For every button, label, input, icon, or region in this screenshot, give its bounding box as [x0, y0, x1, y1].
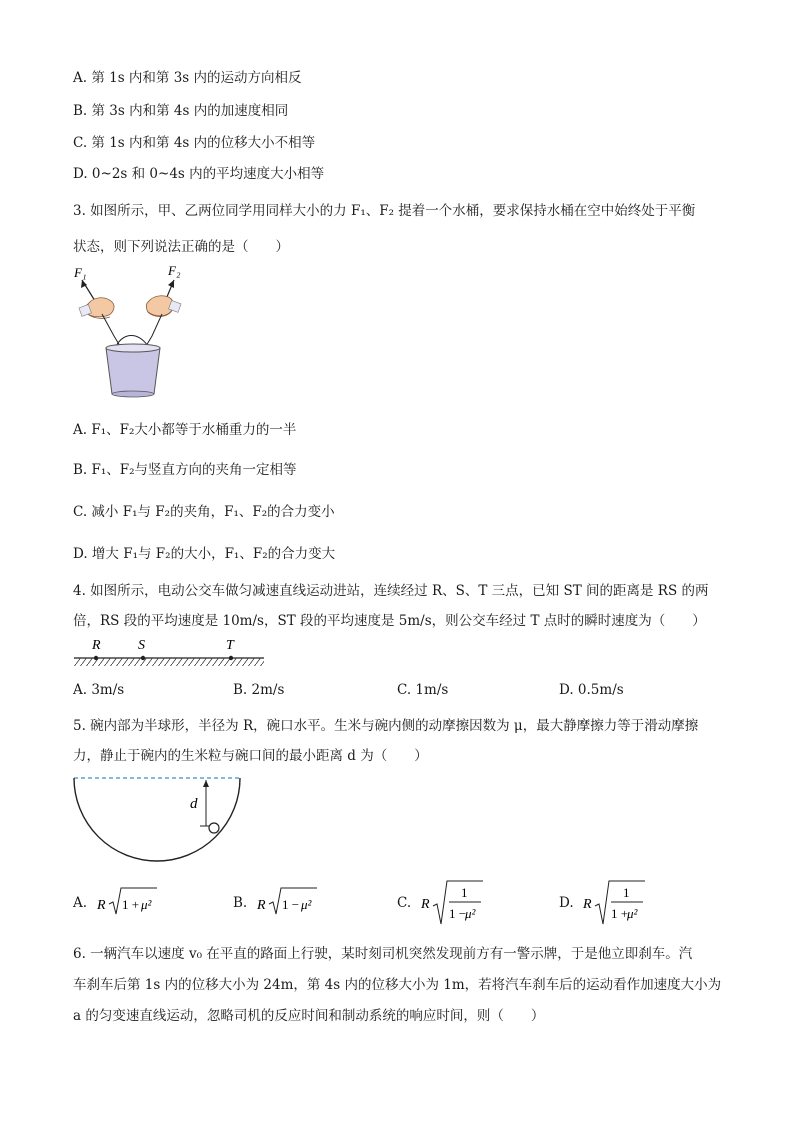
q5-expression-c	[419, 876, 509, 930]
q5-stem-line1: 5. 碗内部为半球形，半径为 R，碗口水平。生米与碗内侧的动摩擦因数为 μ，最大静摩擦力等于滑动摩擦	[73, 718, 699, 734]
bowl-figure	[70, 770, 246, 866]
svg-text:R: R	[257, 898, 266, 913]
q5-option-d: D. R 1 1 + μ²	[559, 876, 669, 930]
svg-text:1: 1	[461, 885, 468, 900]
road-figure	[70, 632, 270, 676]
q6-stem-line2: 车刹车后第 1s 内的位移大小为 24m，第 4s 内的位移大小为 1m，若将汽车刹车后的运动看作加速度大小为	[73, 977, 722, 993]
svg-text:1 −: 1 −	[282, 897, 300, 912]
q5-expression-a	[95, 882, 185, 926]
svg-text:μ²: μ²	[301, 897, 312, 912]
q4-stem-line1: 4. 如图所示，电动公交车做匀减速直线运动进站，连续经过 R、S、T 三点，已知 ST 间的距离是 RS 的两	[73, 583, 709, 599]
q5-option-a: A. R 1 + μ²	[73, 882, 183, 926]
svg-text:1 −: 1 −	[449, 906, 467, 921]
q4-option-b: B. 2m/s	[233, 682, 285, 698]
svg-text:R: R	[583, 897, 592, 912]
q5-option-b: B. R 1 − μ²	[233, 882, 343, 926]
q3-option-b: B. F₁、F₂与竖直方向的夹角一定相等	[73, 462, 297, 478]
q2-option-a: A. 第 1s 内和第 3s 内的运动方向相反	[73, 70, 302, 86]
right-hand	[146, 296, 181, 317]
bowl-arc	[74, 778, 240, 861]
svg-text:μ²: μ²	[141, 897, 152, 912]
q6-stem-line3: a 的匀变速直线运动，忽略司机的反应时间和制动系统的响应时间，则（ ）	[73, 1008, 545, 1024]
q3-stem-line2: 状态，则下列说法正确的是（ ）	[73, 239, 289, 255]
q4-option-a: A. 3m/s	[73, 682, 125, 698]
rope-left	[102, 314, 120, 346]
svg-text:1 +: 1 +	[611, 906, 629, 921]
q5-stem-line2: 力，静止于碗内的生米粒与碗口间的最小距离 d 为（ ）	[73, 748, 428, 764]
q6-stem-line1: 6. 一辆汽车以速度 v₀ 在平直的路面上行驶，某时刻司机突然发现前方有一警示牌，于是他立即刹车。汽	[73, 946, 693, 962]
point-s	[141, 656, 145, 660]
point-r	[94, 656, 98, 660]
rope-right	[146, 314, 162, 346]
bucket	[106, 344, 160, 397]
point-s-label: S	[138, 638, 145, 653]
q4-option-d: D. 0.5m/s	[559, 682, 624, 698]
q4-option-c: C. 1m/s	[397, 682, 449, 698]
q5-expression-b	[255, 882, 345, 926]
q3-option-a: A. F₁、F₂大小都等于水桶重力的一半	[73, 422, 297, 438]
q3-stem-line1: 3. 如图所示，甲、乙两位同学用同样大小的力 F₁、F₂ 提着一个水桶，要求保持水桶在空中始终处于平衡	[73, 203, 696, 219]
svg-text:R: R	[97, 898, 106, 913]
q3-option-d: D. 增大 F₁与 F₂的大小，F₁、F₂的合力变大	[73, 546, 336, 562]
svg-text:R: R	[421, 897, 430, 912]
distance-d-label: d	[190, 796, 198, 812]
point-t	[229, 656, 233, 660]
point-t-label: T	[226, 638, 234, 653]
svg-text:μ²: μ²	[465, 906, 476, 921]
point-r-label: R	[92, 638, 101, 653]
rice-grain	[209, 823, 219, 833]
svg-text:1: 1	[623, 885, 630, 900]
bucket-figure	[72, 262, 192, 398]
q2-option-b: B. 第 3s 内和第 4s 内的加速度相同	[73, 103, 289, 119]
svg-text:1 +: 1 +	[122, 897, 140, 912]
svg-text:μ²: μ²	[627, 906, 638, 921]
q5-option-c: C. R 1 1 − μ²	[397, 876, 507, 930]
f1-label: F₁	[74, 265, 87, 280]
f2-label: F₂	[168, 263, 181, 278]
q2-option-d: D. 0~2s 和 0~4s 内的平均速度大小相等	[73, 166, 325, 182]
q5-expression-d	[581, 876, 671, 930]
q2-option-c: C. 第 1s 内和第 4s 内的位移大小不相等	[73, 135, 316, 151]
left-hand	[79, 298, 114, 319]
q4-stem-line2: 倍，RS 段的平均速度是 10m/s，ST 段的平均速度是 5m/s，则公交车经过 T 点时的瞬时速度为（ ）	[73, 613, 706, 629]
q3-option-c: C. 减小 F₁与 F₂的夹角，F₁、F₂的合力变小	[73, 504, 335, 520]
